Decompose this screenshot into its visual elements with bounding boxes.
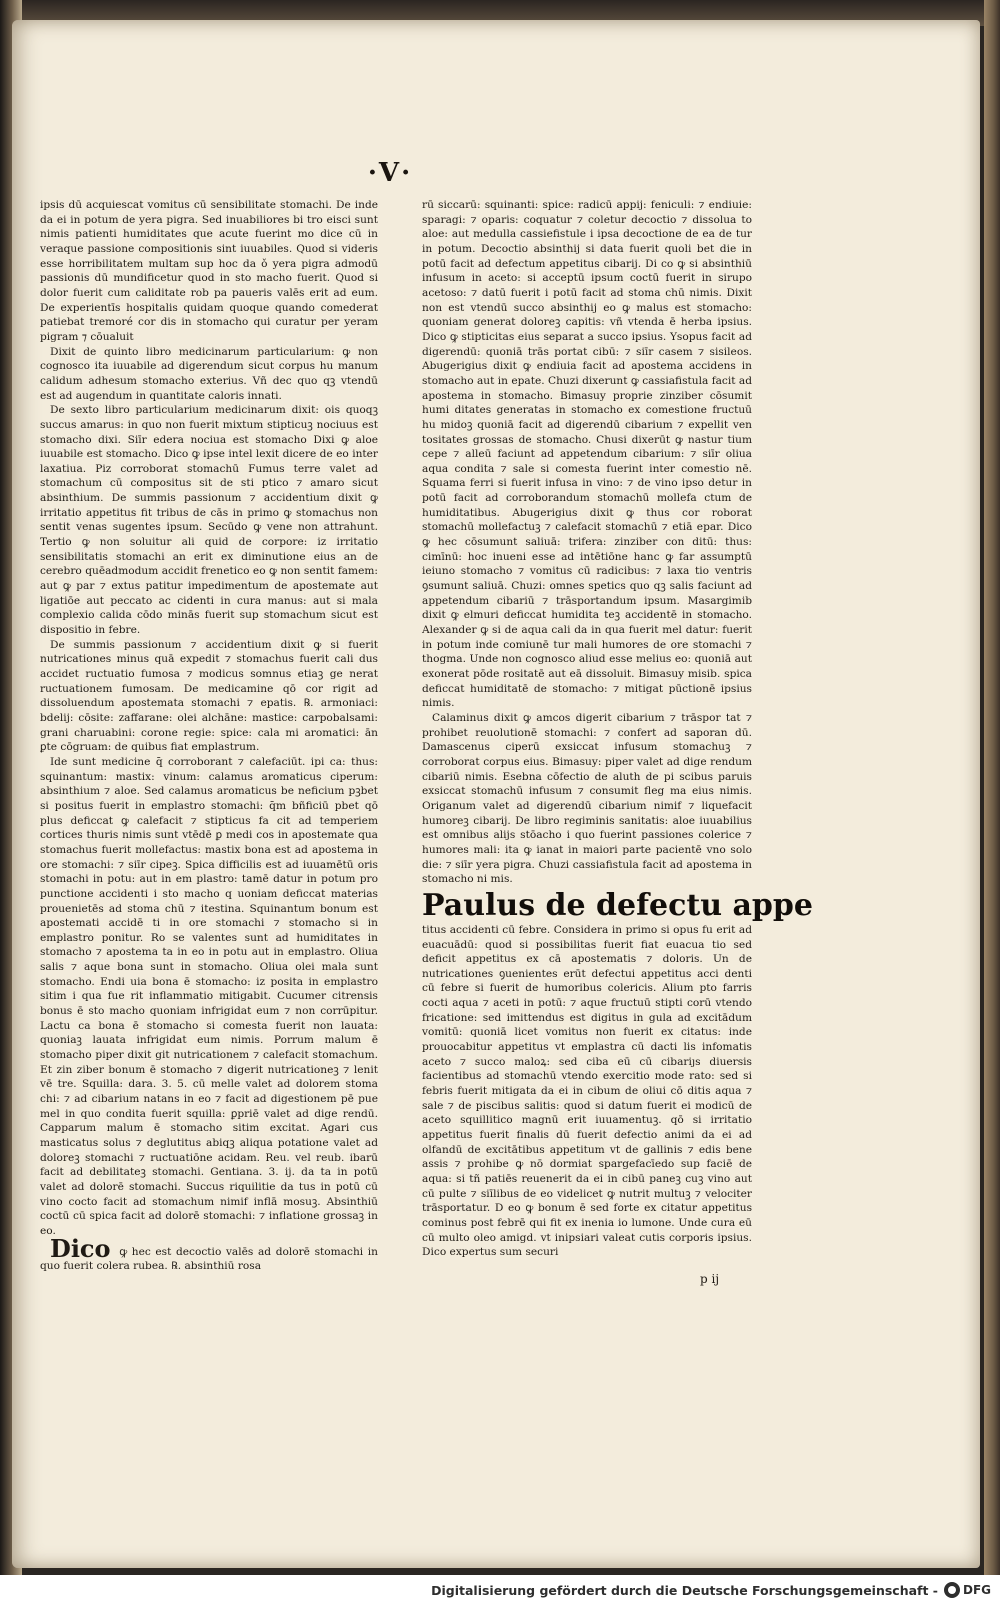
paragraph: De summis passionum ⁊ accidentium dixit ꝙ si fuerit nutricationes minus quā expedit ⁊ stomachus fuerit cali dus accidet ructuatio fumosa ⁊ modicus somnus etiaꝫ ge nerat ructuationem fumosam. De medicamine qō cor rigit ad dissoluendum apostemata stomachi ⁊ epatis. ℞. armoniaci: bdelij: cōsite: zaffarane: olei alchāne: mastice: carpobalsami: grani charuabini: corone regie: spice: cala mi aromatici: ān ꝑte cōgruam: de quibus fiat emplastrum. bbox=[40, 638, 378, 754]
paragraph: Ide sunt medicine q̄ corroborant ⁊ calefaciūt. ipi ca: thus: squinantum: mastix: vinum: calamus aromaticus ciperum: absinthium ⁊ aloe. Sed calamus aromaticus be neficium pꝫbet si positus fuerit in emplastro stomachi: q̄m bñficiū pbet qō plus deficcat ꝙ calefacit ⁊ stipticus fa cit ad temperiem cortices thuris nimis sunt vtēdē ꝑ medi cos in apostemate qua stomachus fuerit mollefactus: mastix bona est ad apostema in ore stomachi: ⁊ siīr cipeꝫ. Spica difficilis est ad iuuamētū oris stomachi in potu: aut in em plastro: tamē datur in potum pro punctione accidenti i sto macho q uoniam deficcat materias prouenietēs ad stoma chū ⁊ itestina. Squinantum bonum est apostemati accidē ti in ore stomachi ⁊ stomacho si in emplastro ponitur. Ro se valentes sunt ad humiditates in stomacho ⁊ apostema ta in eo in potu aut in emplastro. Oliua salis ⁊ aque bona sunt in stomacho. Oliua olei mala sunt stomacho. Endi uia bona ē stomacho: iz posita in emplastro sitim i qua fue rit inflammatio mitigabit. Cucumer citrensis bonus ē sto macho quoniam infrigidat eum ⁊ non corrūpitur. Lactu ca bona ē stomacho si comesta fuerit non lauata: quoniaꝫ lauata infrigidat eum nimis. Porrum malum ē stomacho piper dixit git nutricationem ⁊ calefacit stomachum. Et zin ziber bonum ē stomacho ⁊ digerit nutricationeꝫ ⁊ lenit vē tre. Squilla: dara. 3. 5. cū melle valet ad dolorem stoma chi: ⁊ ad cibarium natans in eo ⁊ facit ad digestionem pē pue mel in quo condita fuerit squilla: ꝑpriē valet ad dige rendū. Capparum malum ē stomacho sitim excitat. Agari cus masticatus solus ⁊ deglutitus abiqꝫ aliqua potatione valet ad doloreꝫ stomachi ⁊ ructuatiōne acidam. Reu. vel reub. ibarū facit ad debilitateꝫ stomachi. Gentiana. 3. ij. da ta in potū valet ad dolorē stomachi. Succus riquilitie da tus in potū cū vino cocto facit ad stomachum nimif inflā mosuꝫ. Absinthiū coctū cū spica facit ad dolorē stomachi: ⁊ inflatione grossaꝫ in eo. bbox=[40, 755, 378, 1237]
left-column bbox=[40, 198, 378, 1274]
paragraph: Calaminus dixit ꝙ amcos digerit cibarium ⁊ trāspor tat ⁊ prohibet reuolutionē stomachi: ⁊ confert ad saporan dū. Damascenus ciperū exsiccat infusum stomachuꝫ ⁊ corroborat corpus eius. Bimasuy: piper valet ad dige rendum cibariū nimis. Esebna cōfectio de aluth de pi scibus paruis exsiccat stomachū infusum ⁊ consumit fleg ma eius nimis. Origanum valet ad digerendū cibarium nimif ⁊ liquefacit humoreꝫ cibarij. De libro regiminis sanitatis: aloe iuuabilius est omnibus alijs stōacho i quo fuerint passiones colerice ⁊ humores mali: ita ꝙ ianat in maiori parte pacientē vno solo die: ⁊ siīr yera pigra. Chuzi cassiafistula facit ad apostema in stomacho ni mis. bbox=[422, 711, 752, 886]
signature-mark: p ij bbox=[700, 1272, 720, 1286]
page-headline: ·V· bbox=[367, 158, 413, 188]
paragraph: ipsis dū acquiescat vomitus cū sensibilitate stomachi. De inde da ei in potum de yera pigra. Sed inuabiliores bi tro eisci sunt nimis patienti humiditates que acute fuerint mo dice cū in veraque passione compositionis sint iuuabiles. Quod si videris esse horribilitatem multam sup hoc da ǒ yera pigra admodū passionis dū mundificetur quod in sto macho fuerit. Quod si dolor fuerit cum caliditate rob pa paueris valēs erit ad eum. De experientīs hospitalis quidam quoque quando comederat patiebat tremoré cor dis in stomacho qui curatur per yeram pigram ⁊ cōualuit bbox=[40, 199, 378, 343]
decorated-initial: Dico bbox=[50, 1233, 111, 1263]
section-heading: Paulus de defectu appe bbox=[422, 887, 813, 923]
book-fore-edge bbox=[984, 0, 1000, 1575]
dfg-logo-text: DFG bbox=[963, 1583, 992, 1597]
footer-bar bbox=[0, 1575, 1000, 1605]
right-column bbox=[422, 198, 813, 1260]
book-page bbox=[12, 20, 980, 1568]
dfg-logo bbox=[944, 1580, 994, 1600]
paragraph: De sexto libro particularium medicinarum dixit: ois quoqꝫ succus amarus: in quo non fuerit mixtum stipticuꝫ nociuus est stomacho dixi. Siīr edera nociua est stomacho Dixi ꝙ aloe iuuabile est stomacho. Dico ꝙ ipse intel lexit dicere de eo inter laxatiua. Piz corroborat stomachū Fumus terre valet ad stomachum cū compositus sit de sti ptico ⁊ amaro sicut absinthium. De summis passionum ⁊ accidentium dixit ꝙ irritatio appetitus fit tribus de cās in primo ꝙ stomachus non sentit venas sugentes ipsum. Secūdo ꝙ vene non attrahunt. Tertio ꝙ non soluitur ali quid de corpore: iz irritatio sensibilitatis stomachi an erit ex diminutione eius an de cerebro quēadmodum accidit frenetico eo ꝙ non sentit famem: aut ꝙ par ⁊ extus patitur impedimentum de apostemate aut ligatiōe aut peccato ac cidenti in cura manus: aut si mala complexio calida cōdo minās fuerit sup stomachum sicut est dispositio in febre. bbox=[40, 404, 378, 637]
dfg-logo-icon bbox=[944, 1582, 960, 1598]
paragraph: Dixit de quinto libro medicinarum particularium: ꝙ non cognosco ita iuuabile ad digerendum sicut corpus hu manum calidum adhesum stomacho exterius. Vñ dec quo qꝫ vtendū est ad augendum in quantitate caloris innati. bbox=[40, 345, 378, 402]
paragraph-text: ꝙ hec est decoctio valēs ad dolorē stomachi in quo fuerit colera rubea. ℞. absinthiū rosa bbox=[40, 1245, 378, 1273]
paragraph: titus accidenti cū febre. Considera in primo si opus fu erit ad euacuādū: quod si possibilitas fuerit fiat euacua tio sed deficit appetitus ex cā apostematis ⁊ doloris. Un de nutricationes ꝯuenientes erūt defectui appetitus acci denti cū febre si fuerit de humoribus colericis. Alium pto farris cocti aqua ⁊ aceti in potū: ⁊ aque fructuū stipti corū vtendo fricatione: sed imittendus est digitus in gula ad excitādum vomitū: quoniā licet vomitus non fuerit ex citatus: inde prouocabitur appetitus vt emplastra cū dacti lis infomatis aceto ⁊ succo maloꝝ: sed ciba eū cū cibariȷs diuersis facientibus ad stomachū vtendo exercitio mode rato: sed si febris fuerit mitigata da ei in cibum de oliui cō ditis aqua ⁊ sale ⁊ de piscibus salitis: quod si datum fuerit ei modicū de aceto squillitico magnū erit iuuamentuꝫ. qō si irritatio appetitus fuerit finalis dū fuerit defectio animi da ei ad olfandū de excitātibus appetitum vt de gallinis ⁊ edis bene assis ⁊ prohibe ꝙ nō dormiat spargefacīedo sup faciē de aqua: si tñ patiēs reuenerit da ei in cibū paneꝫ cuꝫ vino aut cū pulte ⁊ siīlibus de eo videlicet ꝙ nutrit multuꝫ ⁊ velociter trāsportatur. D eo ꝙ bonum ē sed forte ex citatur appetitus cominus post febrē qui fit ex inenia io lumone. Unde cura eū cū multo oleo amigd. vt inipsiari valeat cutis corporis ipsius. Dico expertus sum securi bbox=[422, 923, 752, 1259]
paragraph: rū siccarū: squinanti: spice: radicū appij: feniculi: ⁊ endiuie: sparagi: ⁊ oparis: coquatur ⁊ coletur decoctio ⁊ dissolua to aloe: aut medulla cassiefistule i ipsa decoctione de ea de tur in potum. Decoctio absinthij si data fuerit quoli bet die in potū facit ad defectum appetitus cibarij. Di co ꝙ si absinthiū infusum in aceto: si acceptū ipsum coctū fuerit in sirupo acetoso: ⁊ datū fuerit i potū facit ad stoma chū nimis. Dixit non est vtendū succo absinthij eo ꝙ malus est stomacho: quoniam generat doloreꝫ capitis: vñ vtenda ē herba ipsius. Dico ꝙ stipticitas eius separat a succo ipsius. Ysopus facit ad digerendū: quoniā trās portat cibū: ⁊ siīr casem ⁊ sisileos. Abugerigius dixit ꝙ endiuia facit ad apostema accidens in stomacho aut in epate. Chuzi dixerunt ꝙ cassiafistula facit ad apostema in stomacho. Bimasuy proprie zinziber cōsumit humi ditates generatas in stomacho ex comestione fructuū hu midoꝫ quoniā facit ad digerendū cibarium ⁊ expellit ven tositates grossas de stomacho. Chusi dixerūt ꝙ nastur tium cepe ⁊ alleū faciunt ad appetendum cibarium: ⁊ siīr oliua aqua condita ⁊ sale si comesta fuerint inter comestio nē. Squama ferri si fuerit infusa in vino: ⁊ de vino ipso detur in potū facit ad corroborandum stomachū mollefa ctum de humiditatibus. Abugerigius dixit ꝙ thus cor roborat stomachū mollefactuꝫ ⁊ calefacit stomachū ⁊ etiā epar. Dico ꝙ hec cōsumunt saliuā: trifera: zinziber con ditū: thus: cimīnū: hoc inueni esse ad intētiōne hanc ꝙ far assumptū ieiuno stomacho ⁊ vomitus cū radicibus: ⁊ laxa tio ventris ꝯsumunt saliuā. Chuzi: omnes spetics quo qꝫ salis faciunt ad appetendum cibariū ⁊ trāsportandum ipsum. Masargimib dixit ꝙ elmuri deficcat humidita teꝫ accidentē in stomacho. Alexander ꝙ si de aqua cali da in qua fuerit mel datur: fuerit in potum inde comiunē tur mali humores de ore stomachi ⁊ thogma. Unde non cognosco aliud esse melius eo: quoniā aut exonerat pōde rositatē aut eā dissoluit. Bimasuy misib. spica deficcat humiditatē de stomacho: ⁊ mitigat pūctionē ipsius nimis. bbox=[422, 199, 752, 710]
funding-notice: Digitalisierung gefördert durch die Deutsche Forschungsgemeinschaft - bbox=[431, 1583, 938, 1598]
paragraph-with-initial bbox=[40, 1233, 378, 1274]
